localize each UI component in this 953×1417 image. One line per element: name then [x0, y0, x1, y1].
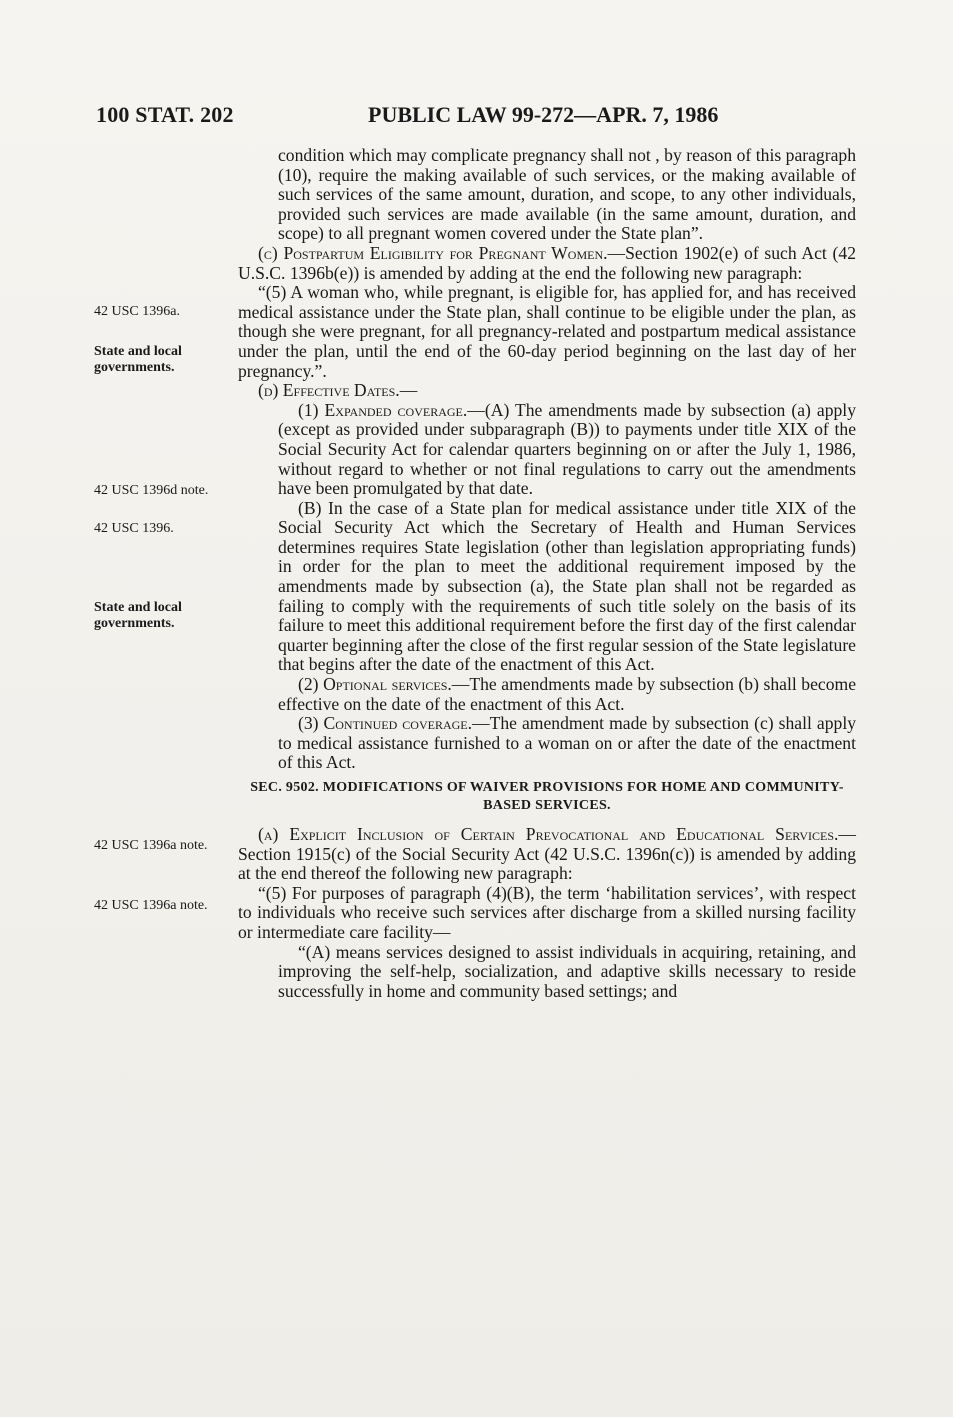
- paragraph-heading: (3) Continued coverage.: [298, 713, 473, 734]
- margin-note-citation: 42 USC 1396a.: [94, 304, 180, 319]
- subsection-text: —Section 1902(e) of such Act (42 U.S.C. 1396b(e)) is amended by adding at the end the following new paragraph:: [238, 242, 856, 283]
- paragraph-d1: [238, 401, 856, 499]
- margin-note-citation: 42 USC 1396.: [94, 521, 174, 536]
- running-head: PUBLIC LAW 99-272—APR. 7, 1986: [368, 102, 719, 127]
- subsection-a: [238, 825, 856, 884]
- paragraph: “(5) For purposes of paragraph (4)(B), the term ‘habilitation services’, with respect to individuals who receive such services after discharge from a skilled nursing facility or intermediate care facility—: [238, 882, 856, 942]
- paragraph-heading: (1) Expanded coverage.: [298, 399, 468, 420]
- section-heading: SEC. 9502. MODIFICATIONS OF WAIVER PROVISIONS FOR HOME AND COMMUNITY-BASED SERVICES.: [250, 780, 844, 813]
- body-text: [238, 146, 856, 1001]
- paragraph-d3: [238, 714, 856, 773]
- paragraph: “(A) means services designed to assist individuals in acquiring, retaining, and improving the self-help, socialization, and adaptive skills necessary to reside successfully in home and community based settings; and: [278, 941, 856, 1001]
- subsection-c: [238, 244, 856, 283]
- margin-note-state-local: State and local governments.: [94, 600, 182, 631]
- paragraph-heading: (2) Optional services.: [298, 674, 452, 695]
- paragraph-text: —(A) The amendments made by subsection (a) apply (except as provided under subparagraph (B)) to payments under title XIX of the Social Security Act for calendar quarters beginning on or after the July 1, 1986, without regard to whether or not final regulations to carry out the amendments have been promulgated by that date.: [278, 399, 856, 499]
- margin-note-citation: 42 USC 1396d note.: [94, 483, 209, 498]
- statute-page-number: 100 STAT. 202: [96, 102, 234, 127]
- subsection-heading: (d) Effective Dates.—: [258, 380, 418, 401]
- margin-note-state-local: State and local governments.: [94, 344, 182, 375]
- paragraph: “(5) A woman who, while pregnant, is eligible for, has applied for, and has received medical assistance under the State plan, shall continue to be eligible under the plan, as though she were pregnant, for all pregnancy-related and postpartum medical assistance under the plan, until the end of the 60-day period beginning on the last day of her pregnancy.”.: [238, 282, 856, 381]
- subsection-heading: (c) Postpartum Eligibility for Pregnant Women.: [258, 242, 608, 263]
- paragraph: condition which may complicate pregnancy shall not , by reason of this paragraph (10), require the making available of such services, or the making available of such services of the same amount, duration, and scope, to any other individuals, provided such services are made available (in the same amount, duration, and scope) to all pregnant women covered under the State plan”.: [278, 145, 856, 244]
- subsection-text: —Section 1915(c) of the Social Security Act (42 U.S.C. 1396n(c)) is amended by adding at the end thereof the following new paragraph:: [238, 824, 856, 884]
- paragraph-d2: [238, 675, 856, 714]
- margin-note-citation: 42 USC 1396a note.: [94, 898, 208, 913]
- paragraph-text: —The amendment made by subsection (c) shall apply to medical assistance furnished to a woman on or after the date of the enactment of this Act.: [278, 713, 857, 773]
- subsection-heading: (a) Explicit Inclusion of Certain Prevocational and Educational Services.: [258, 824, 839, 844]
- paragraph: (B) In the case of a State plan for medical assistance under title XIX of the Social Security Act which the Secretary of Health and Human Services determines requires State legislation (other than legislation appropriating funds) in order for the plan to meet the additional requirement imposed by the amendments made by subsection (a), the State plan shall not be regarded as failing to comply with the requirements of such title solely on the basis of its failure to meet this additional requirement before the first day of the first calendar quarter beginning after the close of the first regular session of the State legislature that begins after the date of the enactment of this Act.: [278, 497, 856, 675]
- margin-note-citation: 42 USC 1396a note.: [94, 838, 208, 853]
- paragraph-text: —The amendments made by subsection (b) shall become effective on the date of the enactment of this Act.: [278, 674, 857, 714]
